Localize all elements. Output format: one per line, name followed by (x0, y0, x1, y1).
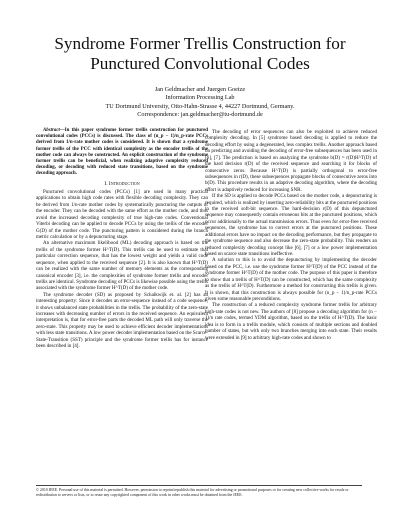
paper-title (20, 34, 380, 74)
right-column (205, 129, 377, 341)
paragraph: If the SD is applied to decode PCCs based on the mother code, a depuncturing is required, which is realized by inserting zero-reliability bits at the punctured positions in the received soft-bit sequence. The hard-decision r(D) of this depunctured sequence may consequently contain erroneous bits at the punctured positions, which occur additionally to the actual transmission errors. Thus even for error-free received sequences, the syndrome has to correct errors at the punctured positions. These additional errors have no impact on the decoding performance, but they propagate to the syndrome sequence and also decrease the zero-state probability. This renders an reduced complexity decoding concept like [6], [7] or a low power implementation based on scarce state transitions ineffective. (205, 193, 377, 258)
title-line-1: Syndrome Former Trellis Construction for (54, 34, 346, 53)
affiliation-lab: Information Processing Lab (165, 94, 235, 102)
paragraph: The syndrome decoder (SD) as proposed by Schalkwijk et. al. [2] has an interesting property: Since it decodes an error-sequence instead of a code sequence, it shows unbalanced state probabilities in the trellis. The probability of the zero-state increases with decreasing number of errors in the received sequence. An equivalent interpretation is, that for error-free parts the decoded ML path will only traverse the zero-state. This property may be used to achieve efficient decoder implementations with less state transitions. A low power decoder implementation based on the Scarce-State-Transition (SST) principle and the syndrome former trellis has for instance been described in [4]. (36, 291, 208, 350)
paragraph: The construction of a reduced complexity syndrome former trellis for arbitrary high-rate codes is not new. The authors of [8] propose a decoding algorithm for (n − 1)/n rate codes, termed YDM algorithm, based on the trellis of H^T(D). The basic idea is to form in a trellis module, which consists of multiple sections and doubled number of states, but with only two branches merging into each state. Their results were extended in [9] to arbitrary high-rate codes and shown to (205, 302, 377, 341)
affiliation-address: TU Dortmund University, Otto-Hahn-Strasse 4, 44227 Dortmund, Germany. (105, 102, 295, 110)
paragraph: An alternative maximum likelihood (ML) decoding approach is based on the trellis of the syndrome former H^T(D). This trellis can be used to estimate that particular correction sequence, that has the lowest weight and yields a valid code sequence, when applied to the received sequence [2]. It is also known that H^T(D) can be realized with the same number of memory elements as the corresponding canonical encoder [3], i.e. the complexities of syndrome former trellis and encoder trellis are identical. Syndrome decoding of PCCs is likewise possible using the trellis associated with the syndrome former H^T(D) of the mother code. (36, 240, 208, 292)
abstract (36, 128, 208, 178)
paragraph: Punctured convolutional codes (PCCs) [1] are used in many practical applications to obtain high code rates with flexible decoding complexity. They can be derived from 1/n-rate mother codes by systematically puncturing the outputs of the encoder. They can be decoded with the same effort as the mother code, and thus avoid the increased decoding complexity of true high-rate codes. Conventional Viterbi decoding can be applied to decode PCCs by using the trellis of the encoder G(D) of the mother code. The puncturing pattern is considered during the branch metric calculation or by a depuncturing stage. (36, 189, 208, 240)
author-block (30, 86, 370, 120)
copyright-footer: © 2010 IEEE. Personal use of this material is permitted. However, permission to reprint/republish this material for advertising or promotional purposes or for creating new collective works for resale or redistribution to servers or lists, or to reuse any copyrighted component of this work in other works must be obtained from the IEEE. (36, 485, 362, 498)
paragraph: A solution to this is to avoid the depuncturing by implementing the decoder based on the PCC, i.e. use the syndrome former H^T(D) of the PCC instead of the syndrome former H^T(D) of the mother code. The purpose of this paper is therefore to show that a trellis of H^T(D) can be constructed, which has the same complexity as the trellis of H^T(D). Furthermore a method for constructing this trellis is given. It is shown, that this construction is always possible for (n_p − 1)/n_p-rate PCCs given some reasonable preconditions. (205, 257, 377, 302)
abstract-lead: Abstract (43, 128, 60, 133)
abstract-text: —In this paper syndrome former trellis construction for punctured convolutional codes (PCCs) is discussed. The class of (n_p − 1)/n_p-rate PCCs derived from 1/n-rate mother codes is considered. It is shown that a syndrome former trellis of the PCC with identical complexity as the encoder trellis of the mother code can always be constructed. An explicit construction of the syndrome former trellis can be beneficial, when realizing adaptive complexity reduced decoding, or decoding with reduced state transitions, based on the syndrome decoding approach. (36, 128, 208, 177)
paragraph: The decoding of error sequences can also be exploited to achieve reduced complexity decoding. In [5] syndrome based decoding is applied to reduce the decoding effort by using a degenerated, less complex trellis. Another approach based on predicting and avoiding the decoding of error-free subsequences has been used in [6], [7]. The prediction is based on analyzing the syndrome b(D) = r(D)H^T(D) of the hard decision r(D) of the received sequence and searching it for blocks of consecutive zeros. Because H^T(D) is partially orthogonal to error-free subsequences in r(D), these subsequences propagate blocks of consecutive zeros into b(D). This procedure results in an adaptive decoding algorithm, where the decoding effort is adaptively reduced for increasing SNR. (205, 129, 377, 193)
title-line-2: Punctured Convolutional Codes (90, 54, 310, 73)
correspondence: Correspondence: jan.geldmacher@tu-dortmund.de (137, 111, 263, 119)
section-heading-introduction: I. Introduction (104, 180, 140, 187)
left-column (36, 128, 208, 350)
authors: Jan Geldmacher and Juergen Goetze (154, 86, 246, 93)
